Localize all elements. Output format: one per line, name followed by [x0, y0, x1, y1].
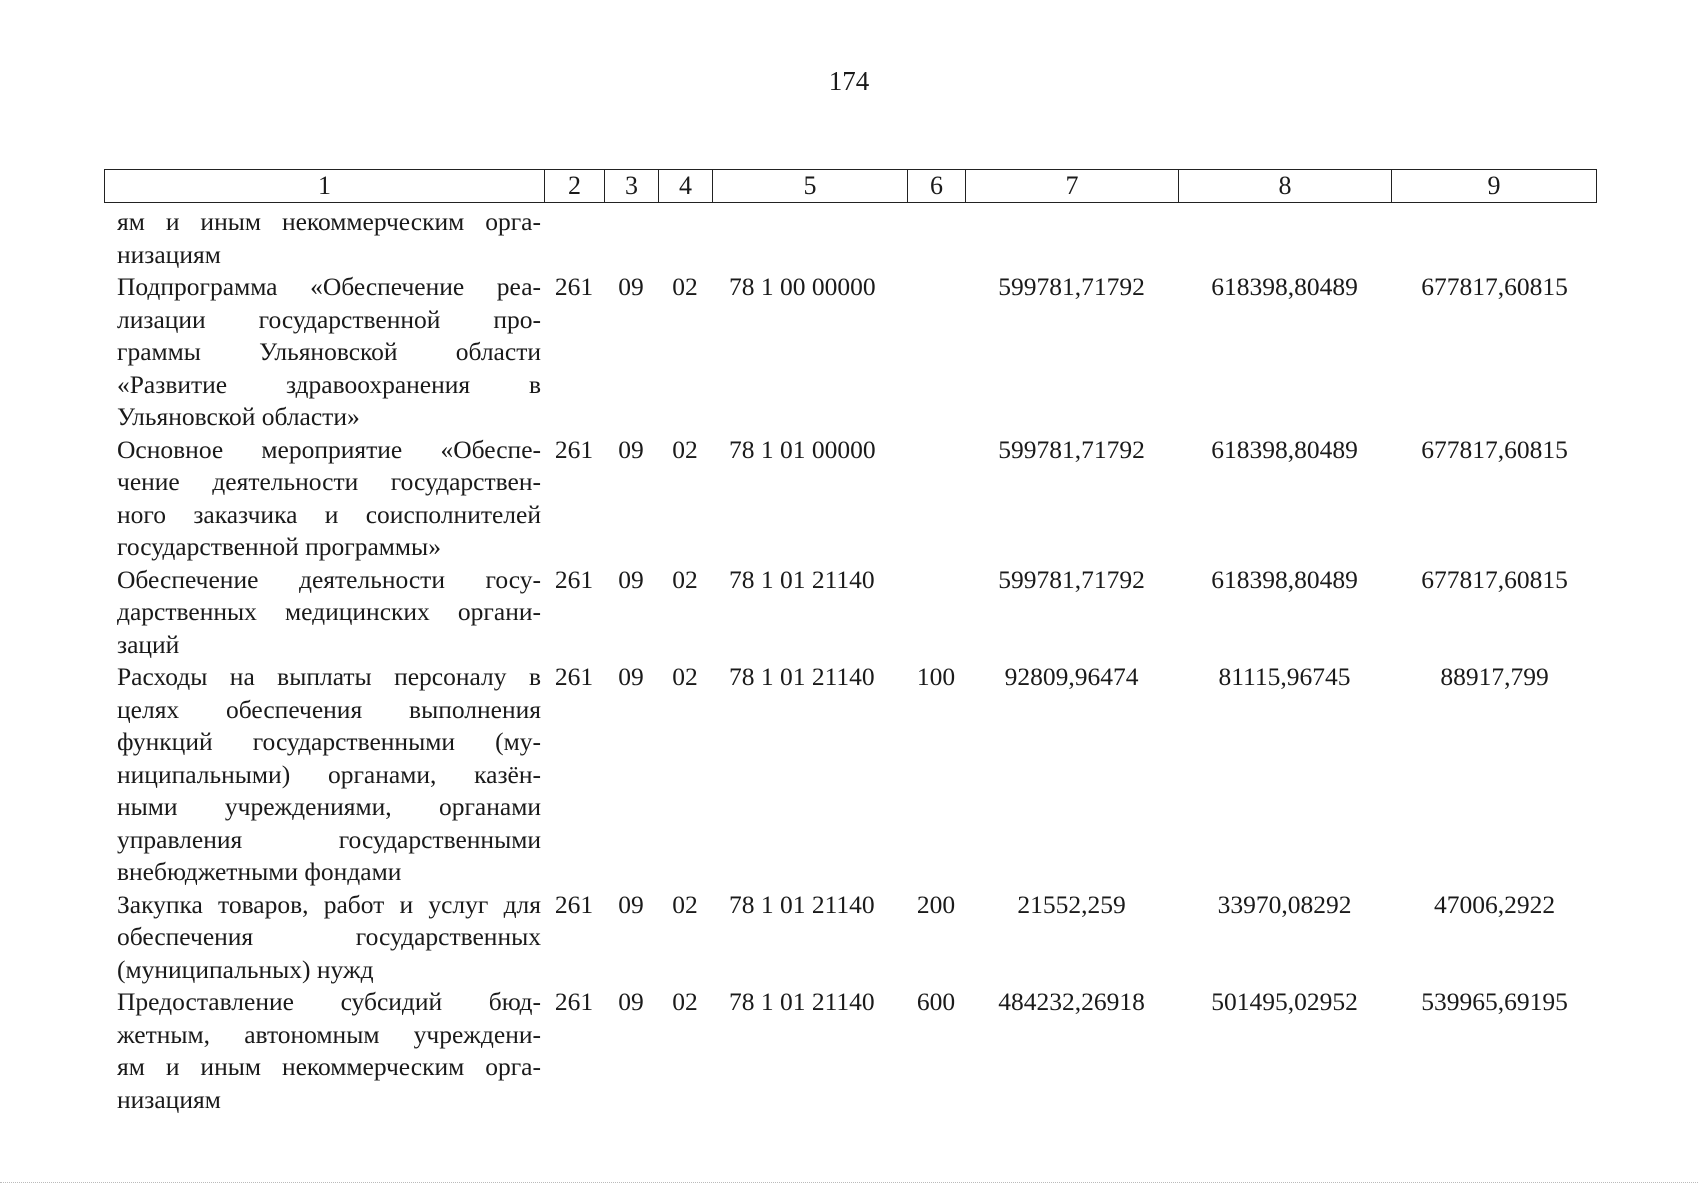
cell-col-3: 09 [618, 564, 644, 594]
cell-col-2: 261 [554, 662, 594, 691]
cell-col-6: 100 [916, 662, 956, 691]
row-description [117, 434, 541, 564]
cell-col-5: 78 1 01 21140 [729, 987, 875, 1016]
description-line: целях обеспечения выполнения [117, 694, 541, 724]
description-line: дарственных медицинских органи- [117, 597, 541, 626]
row-description [117, 986, 541, 1116]
table-row [104, 661, 1596, 889]
cell-col-8: 618398,80489 [1211, 564, 1358, 594]
description-line: Ульяновской области» [117, 402, 360, 431]
cell-col-4: 02 [672, 662, 698, 691]
table-row [104, 206, 1596, 271]
description-line: управления государственными [117, 824, 541, 854]
table-row [104, 889, 1596, 987]
page-number: 174 [828, 66, 870, 96]
header-col-2: 2 [545, 170, 605, 203]
cell-col-2: 261 [554, 889, 594, 919]
cell-col-3: 09 [618, 272, 644, 301]
description-line: ям и иным некоммерческим орга- [117, 207, 541, 236]
description-line: Основное мероприятие «Обеспе- [117, 434, 541, 464]
cell-col-7: 21552,259 [1017, 889, 1126, 919]
cell-col-8: 33970,08292 [1217, 889, 1352, 919]
table-row [104, 564, 1596, 662]
cell-col-7: 599781,71792 [998, 272, 1145, 301]
description-line: ям и иным некоммерческим орга- [117, 1052, 541, 1081]
description-line: Предоставление субсидий бюд- [117, 987, 541, 1016]
row-description [117, 206, 541, 271]
column-header-row [104, 169, 1597, 203]
description-line: обеспечения государственных [117, 922, 541, 951]
header-col-7: 7 [966, 170, 1179, 203]
table-row [104, 986, 1596, 1116]
row-description [117, 271, 541, 434]
description-line: внебюджетными фондами [117, 857, 402, 886]
header-col-3: 3 [605, 170, 659, 203]
header-col-5: 5 [713, 170, 908, 203]
description-line: Обеспечение деятельности госу- [117, 564, 541, 594]
description-line: заций [117, 629, 180, 659]
description-line: функций государственными (му- [117, 727, 541, 756]
cell-col-9: 677817,60815 [1421, 564, 1568, 594]
cell-col-4: 02 [672, 272, 698, 301]
cell-col-5: 78 1 00 00000 [729, 272, 876, 301]
cell-col-4: 02 [672, 889, 698, 919]
cell-col-7: 484232,26918 [998, 987, 1145, 1016]
cell-col-2: 261 [554, 987, 594, 1016]
description-line: лизации государственной про- [117, 304, 541, 334]
row-description [117, 889, 541, 987]
cell-col-8: 501495,02952 [1211, 987, 1358, 1016]
row-description [117, 564, 541, 662]
header-col-1: 1 [105, 170, 545, 203]
header-col-8: 8 [1179, 170, 1392, 203]
description-line: государственной программы» [117, 532, 441, 561]
description-line: ниципальными) органами, казён- [117, 759, 541, 789]
cell-col-8: 81115,96745 [1218, 662, 1351, 691]
cell-col-2: 261 [554, 272, 594, 301]
cell-col-6: 600 [916, 987, 956, 1016]
description-line: Расходы на выплаты персоналу в [117, 662, 541, 691]
cell-col-4: 02 [672, 564, 698, 594]
description-line: Закупка товаров, работ и услуг для [117, 889, 541, 919]
cell-col-5: 78 1 01 21140 [729, 662, 875, 691]
scan-edge-divider [0, 1182, 1698, 1183]
header-col-9: 9 [1392, 170, 1597, 203]
row-description [117, 661, 541, 889]
table-row [104, 434, 1596, 564]
description-line: (муниципальных) нужд [117, 954, 374, 984]
cell-col-7: 599781,71792 [998, 564, 1145, 594]
description-line: ными учреждениями, органами [117, 792, 541, 821]
cell-col-9: 539965,69195 [1421, 987, 1568, 1016]
description-line: низациям [117, 1084, 221, 1114]
table-row [104, 271, 1596, 434]
cell-col-8: 618398,80489 [1211, 272, 1358, 301]
cell-col-7: 599781,71792 [998, 434, 1145, 464]
cell-col-9: 47006,2922 [1433, 889, 1556, 919]
cell-col-9: 677817,60815 [1421, 434, 1568, 464]
cell-col-3: 09 [618, 889, 644, 919]
cell-col-5: 78 1 01 00000 [729, 434, 876, 464]
budget-table-body [104, 206, 1596, 1116]
cell-col-3: 09 [618, 662, 644, 691]
description-line: «Развитие здравоохранения в [117, 369, 541, 399]
description-line: жетным, автономным учреждени- [117, 1019, 541, 1049]
cell-col-2: 261 [554, 434, 594, 464]
cell-col-4: 02 [672, 987, 698, 1016]
header-col-6: 6 [908, 170, 966, 203]
cell-col-8: 618398,80489 [1211, 434, 1358, 464]
description-line: низациям [117, 239, 221, 269]
description-line: Подпрограмма «Обеспечение реа- [117, 272, 541, 301]
cell-col-4: 02 [672, 434, 698, 464]
cell-col-2: 261 [554, 564, 594, 594]
cell-col-9: 88917,799 [1440, 662, 1549, 691]
description-line: ного заказчика и соисполнителей [117, 499, 541, 529]
header-col-4: 4 [659, 170, 713, 203]
cell-col-7: 92809,96474 [1004, 662, 1139, 691]
cell-col-6: 200 [916, 889, 956, 919]
description-line: чение деятельности государствен- [117, 467, 541, 496]
cell-col-9: 677817,60815 [1421, 272, 1568, 301]
cell-col-5: 78 1 01 21140 [729, 889, 875, 919]
cell-col-3: 09 [618, 434, 644, 464]
description-line: граммы Ульяновской области [117, 337, 541, 366]
cell-col-5: 78 1 01 21140 [729, 564, 875, 594]
cell-col-3: 09 [618, 987, 644, 1016]
